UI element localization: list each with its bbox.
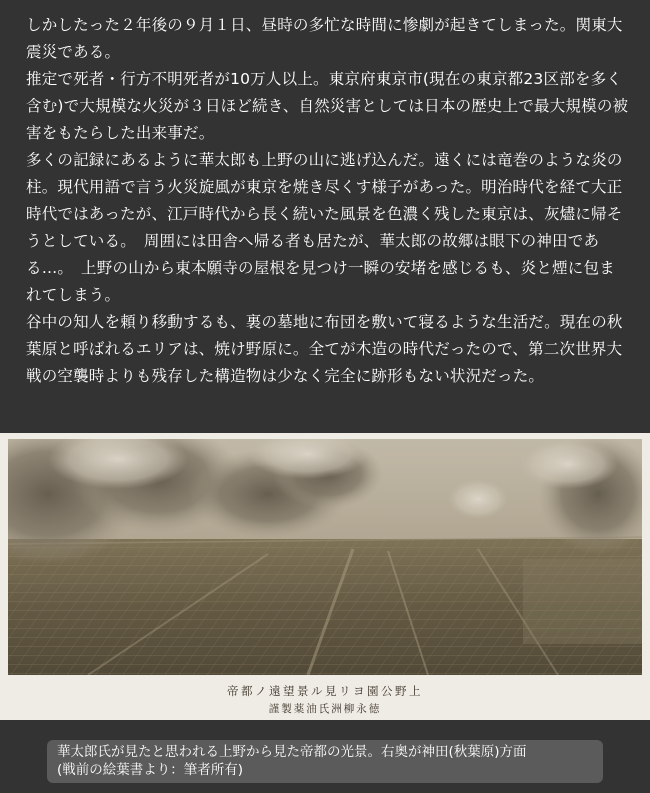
photo-caption xyxy=(47,740,603,783)
paragraph-earthquake-intro: しかしたった２年後の９月１日、昼時の多忙な時間に惨劇が起きてしまった。関東大震災である。 xyxy=(26,16,623,61)
tokyo-fire-panorama-image xyxy=(8,439,642,675)
postcard-photo xyxy=(0,433,650,720)
paragraph-yanaka: 谷中の知人を頼り移動するも、裏の墓地に布団を敷いて寝るような生活だ。現在の秋葉原と呼ばれるエリアは、焼け野原に。全てが木造の時代だったので、第二次世界大戦の空襲時よりも残存した構造物は少なく完全に跡形もない状況だった。 xyxy=(26,313,623,385)
caption-area xyxy=(0,720,650,793)
postcard-title: 帝都ノ遠望景ル見リヨ園公野上 xyxy=(227,684,423,698)
paragraph-ueno-escape: 多くの記録にあるように華太郎も上野の山に逃げ込んだ。遠くには竜巻のような炎の柱。現代用語で言う火災旋風が東京を焼き尽くす様子があった。明治時代を経て大正時代ではあったが、江戸時代から長く続いた風景を色濃く残した東京は、灰燼に帰そうとしている。 周囲には田舎へ帰る者も居たが、華太郎の故郷は眼下の神田である…。 上野の山から東本願寺の屋根を見つけ一瞬の安堵を感じるも、炎と煙に包まれてしまう。 xyxy=(26,151,623,304)
caption-line-2: (戦前の絵葉書より：筆者所有) xyxy=(57,762,244,778)
paragraph-casualties: 推定で死者・行方不明死者が10万人以上。東京府東京市(現在の東京都23区部を多く含む)で大規模な火災が３日ほど続き、自然災害としては日本の歴史上で最大規模の被害をもたらした出来事だ。 xyxy=(26,70,629,142)
postcard-publisher: 謹製薬油氏洲柳永徳 xyxy=(268,703,382,715)
caption-line-1: 華太郎氏が見たと思われる上野から見た帝都の光景。右奥が神田(秋葉原)方面 xyxy=(57,744,527,760)
